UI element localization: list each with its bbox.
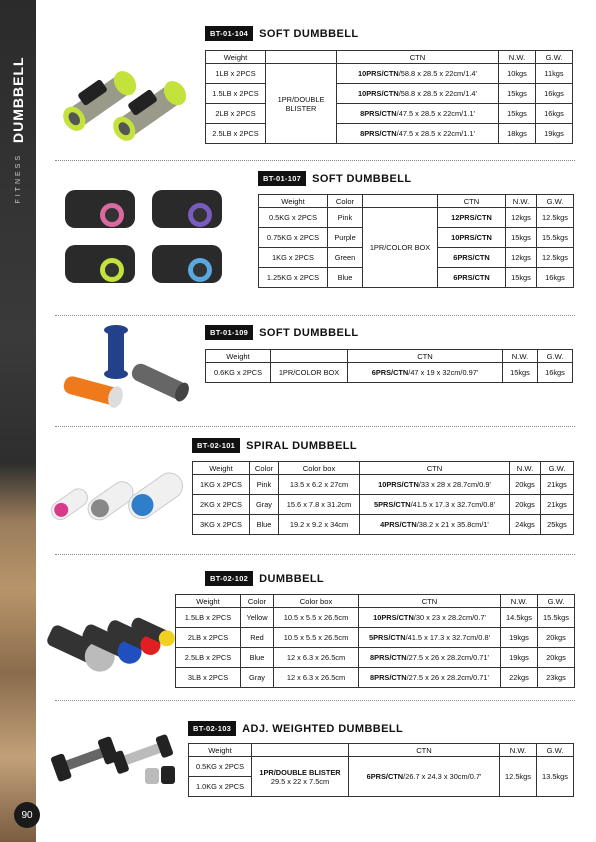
gw-cell: 16kgs	[536, 104, 573, 124]
col-header	[266, 51, 337, 64]
col-header: Color	[241, 595, 274, 608]
table-row	[206, 84, 573, 104]
spec-table	[258, 194, 574, 288]
table-row	[206, 363, 573, 383]
ctn-cell: 10PRS/CTN/58.8 x 28.5 x 22cm/1.4'	[337, 64, 499, 84]
box-cell: 10.5 x 5.5 x 26.5cm	[274, 628, 359, 648]
weight-cell: 2.5LB x 2PCS	[206, 124, 266, 144]
table-row	[176, 628, 575, 648]
pack-cell: 1PR/DOUBLE BLISTER	[266, 64, 337, 144]
weight-cell: 2LB x 2PCS	[206, 104, 266, 124]
color-cell: Gray	[250, 495, 279, 515]
col-header: G.W.	[536, 51, 573, 64]
table-row	[193, 515, 574, 535]
table-row	[206, 104, 573, 124]
weight-cell: 2LB x 2PCS	[176, 628, 241, 648]
table-row	[206, 124, 573, 144]
gw-cell: 21kgs	[541, 475, 574, 495]
product-title: ADJ. WEIGHTED DUMBBELL	[242, 722, 404, 735]
color-cell: Green	[328, 248, 363, 268]
ctn-cell: 10PRS/CTN	[438, 228, 506, 248]
gw-cell: 11kgs	[536, 64, 573, 84]
weight-cell: 1KG x 2PCS	[259, 248, 328, 268]
nw-cell: 18kgs	[499, 124, 536, 144]
section-header	[205, 325, 358, 340]
gw-cell: 21kgs	[541, 495, 574, 515]
nw-cell: 19kgs	[501, 628, 538, 648]
section-header	[188, 721, 403, 736]
section-header	[205, 571, 324, 586]
product-title: SOFT DUMBBELL	[259, 326, 359, 339]
color-cell: Pink	[250, 475, 279, 495]
col-header: G.W.	[538, 595, 575, 608]
spec-table	[205, 50, 573, 144]
weight-cell: 0.5KG x 2PCS	[259, 208, 328, 228]
col-header: Weight	[193, 462, 250, 475]
nw-cell: 15kgs	[503, 363, 538, 383]
col-header: Color box	[279, 462, 360, 475]
gw-cell: 15.5kgs	[537, 228, 574, 248]
col-header: G.W.	[537, 195, 574, 208]
ctn-cell: 5PRS/CTN/41.5 x 17.3 x 32.7cm/0.8'	[359, 628, 501, 648]
col-header: Color box	[274, 595, 359, 608]
sidebar	[0, 0, 36, 842]
nw-cell: 19kgs	[501, 648, 538, 668]
col-header: CTN	[359, 595, 501, 608]
gw-cell: 16kgs	[538, 363, 573, 383]
divider	[55, 426, 575, 427]
pack-cell: 1PR/COLOR BOX	[271, 363, 348, 383]
col-header: Color	[250, 462, 279, 475]
col-header	[252, 744, 349, 757]
ctn-cell: 8PRS/CTN/27.5 x 26 x 28.2cm/0.71'	[359, 648, 501, 668]
ctn-cell: 6PRS/CTN	[438, 268, 506, 288]
col-header: N.W.	[503, 350, 538, 363]
color-cell: Blue	[250, 515, 279, 535]
ctn-cell: 12PRS/CTN	[438, 208, 506, 228]
divider	[55, 700, 575, 701]
adjustable-dumbbell-image	[45, 730, 180, 790]
weight-cell: 1.25KG x 2PCS	[259, 268, 328, 288]
col-header: N.W.	[506, 195, 537, 208]
nw-cell: 24kgs	[510, 515, 541, 535]
section-header	[192, 438, 357, 453]
color-cell: Purple	[328, 228, 363, 248]
nw-cell: 20kgs	[510, 495, 541, 515]
page-number: 90	[14, 802, 40, 828]
col-header: N.W.	[510, 462, 541, 475]
gw-cell: 16kgs	[536, 84, 573, 104]
divider	[55, 160, 575, 161]
soft-dumbbell-image	[55, 48, 190, 143]
weight-cell: 3KG x 2PCS	[193, 515, 250, 535]
weight-cell: 0.5KG x 2PCS	[189, 757, 252, 777]
col-header: N.W.	[500, 744, 537, 757]
col-header: CTN	[438, 195, 506, 208]
col-header: Weight	[176, 595, 241, 608]
sidebar-subtitle: FITNESS	[14, 152, 22, 204]
col-header: CTN	[348, 350, 503, 363]
gw-cell: 23kgs	[538, 668, 575, 688]
pack-cell: 1PR/COLOR BOX	[363, 208, 438, 288]
table-row	[176, 668, 575, 688]
spec-table	[192, 461, 574, 535]
nw-cell: 10kgs	[499, 64, 536, 84]
col-header: Color	[328, 195, 363, 208]
weight-cell: 3LB x 2PCS	[176, 668, 241, 688]
spiral-dumbbell-image	[45, 455, 185, 535]
product-code: BT-01-104	[205, 26, 253, 41]
ctn-cell: 4PRS/CTN/38.2 x 21 x 35.8cm/1'	[360, 515, 510, 535]
ctn-cell: 8PRS/CTN/47.5 x 28.5 x 22cm/1.1'	[337, 104, 499, 124]
nw-cell: 15kgs	[499, 84, 536, 104]
box-cell: 19.2 x 9.2 x 34cm	[279, 515, 360, 535]
product-code: BT-02-101	[192, 438, 240, 453]
table-row	[206, 64, 573, 84]
col-header: Weight	[206, 350, 271, 363]
nw-cell: 20kgs	[510, 475, 541, 495]
nw-cell: 14.5kgs	[501, 608, 538, 628]
table-row	[259, 208, 574, 228]
product-title: SOFT DUMBBELL	[312, 172, 412, 185]
gw-cell: 16kgs	[537, 268, 574, 288]
nw-cell: 12.5kgs	[500, 757, 537, 797]
gw-cell: 12.5kgs	[537, 208, 574, 228]
product-title: SOFT DUMBBELL	[259, 27, 359, 40]
box-cell: 12 x 6.3 x 26.5cm	[274, 668, 359, 688]
spec-table	[205, 349, 573, 383]
col-header: G.W.	[541, 462, 574, 475]
table-row	[189, 757, 574, 777]
ctn-cell: 8PRS/CTN/47.5 x 28.5 x 22cm/1.1'	[337, 124, 499, 144]
section-header	[205, 26, 358, 41]
table-row	[193, 475, 574, 495]
ctn-cell: 10PRS/CTN/58.8 x 28.5 x 22cm/1.4'	[337, 84, 499, 104]
nw-cell: 15kgs	[499, 104, 536, 124]
nw-cell: 15kgs	[506, 268, 537, 288]
weight-cell: 1LB x 2PCS	[206, 64, 266, 84]
nw-cell: 15kgs	[506, 228, 537, 248]
weight-cell: 1.5LB x 2PCS	[176, 608, 241, 628]
gw-cell: 20kgs	[538, 628, 575, 648]
spec-table	[175, 594, 575, 688]
soft-dumbbell-set-image	[60, 185, 240, 295]
product-code: BT-01-109	[205, 325, 253, 340]
col-header	[271, 350, 348, 363]
nw-cell: 22kgs	[501, 668, 538, 688]
color-cell: Red	[241, 628, 274, 648]
nw-cell: 12kgs	[506, 248, 537, 268]
ctn-cell: 6PRS/CTN	[438, 248, 506, 268]
color-cell: Blue	[328, 268, 363, 288]
gw-cell: 19kgs	[536, 124, 573, 144]
weight-cell: 1.0KG x 2PCS	[189, 777, 252, 797]
col-header: G.W.	[538, 350, 573, 363]
table-row	[193, 495, 574, 515]
ctn-cell: 10PRS/CTN/30 x 23 x 28.2cm/0.7'	[359, 608, 501, 628]
sidebar-category: DUMBBELL	[10, 56, 26, 143]
table-row	[176, 648, 575, 668]
gw-cell: 20kgs	[538, 648, 575, 668]
ctn-cell: 6PRS/CTN/47 x 19 x 32cm/0.97'	[348, 363, 503, 383]
col-header: CTN	[360, 462, 510, 475]
col-header: N.W.	[501, 595, 538, 608]
col-header: Weight	[259, 195, 328, 208]
box-cell: 10.5 x 5.5 x 26.5cm	[274, 608, 359, 628]
pack-cell: 1PR/DOUBLE BLISTER 29.5 x 22 x 7.5cm	[252, 757, 349, 797]
weight-cell: 0.75KG x 2PCS	[259, 228, 328, 248]
col-header: CTN	[349, 744, 500, 757]
ctn-cell: 6PRS/CTN/26.7 x 24.3 x 30cm/0.7'	[349, 757, 500, 797]
box-cell: 15.6 x 7.8 x 31.2cm	[279, 495, 360, 515]
col-header: Weight	[189, 744, 252, 757]
product-code: BT-01-107	[258, 171, 306, 186]
product-code: BT-02-103	[188, 721, 236, 736]
color-cell: Yellow	[241, 608, 274, 628]
nw-cell: 12kgs	[506, 208, 537, 228]
weight-cell: 0.6KG x 2PCS	[206, 363, 271, 383]
col-header: G.W.	[537, 744, 574, 757]
table-row	[176, 608, 575, 628]
sidebar-label	[10, 56, 26, 203]
ctn-cell: 8PRS/CTN/27.5 x 26 x 28.2cm/0.71'	[359, 668, 501, 688]
divider	[55, 554, 575, 555]
product-title: SPIRAL DUMBBELL	[246, 439, 358, 452]
box-cell: 12 x 6.3 x 26.5cm	[274, 648, 359, 668]
spec-table	[188, 743, 574, 797]
soft-dumbbell-grip-image	[58, 322, 193, 417]
weight-cell: 2.5LB x 2PCS	[176, 648, 241, 668]
product-title: DUMBBELL	[259, 572, 325, 585]
gw-cell: 25kgs	[541, 515, 574, 535]
col-header: CTN	[337, 51, 499, 64]
color-cell: Gray	[241, 668, 274, 688]
gw-cell: 12.5kgs	[537, 248, 574, 268]
divider	[55, 315, 575, 316]
dumbbell-set-image	[42, 600, 177, 685]
col-header: N.W.	[499, 51, 536, 64]
col-header: Weight	[206, 51, 266, 64]
box-cell: 13.5 x 6.2 x 27cm	[279, 475, 360, 495]
gw-cell: 15.5kgs	[538, 608, 575, 628]
col-header	[363, 195, 438, 208]
color-cell: Blue	[241, 648, 274, 668]
product-code: BT-02-102	[205, 571, 253, 586]
gw-cell: 13.5kgs	[537, 757, 574, 797]
weight-cell: 2KG x 2PCS	[193, 495, 250, 515]
color-cell: Pink	[328, 208, 363, 228]
ctn-cell: 5PRS/CTN/41.5 x 17.3 x 32.7cm/0.8'	[360, 495, 510, 515]
weight-cell: 1KG x 2PCS	[193, 475, 250, 495]
weight-cell: 1.5LB x 2PCS	[206, 84, 266, 104]
ctn-cell: 10PRS/CTN/33 x 28 x 28.7cm/0.9'	[360, 475, 510, 495]
section-header	[258, 171, 411, 186]
